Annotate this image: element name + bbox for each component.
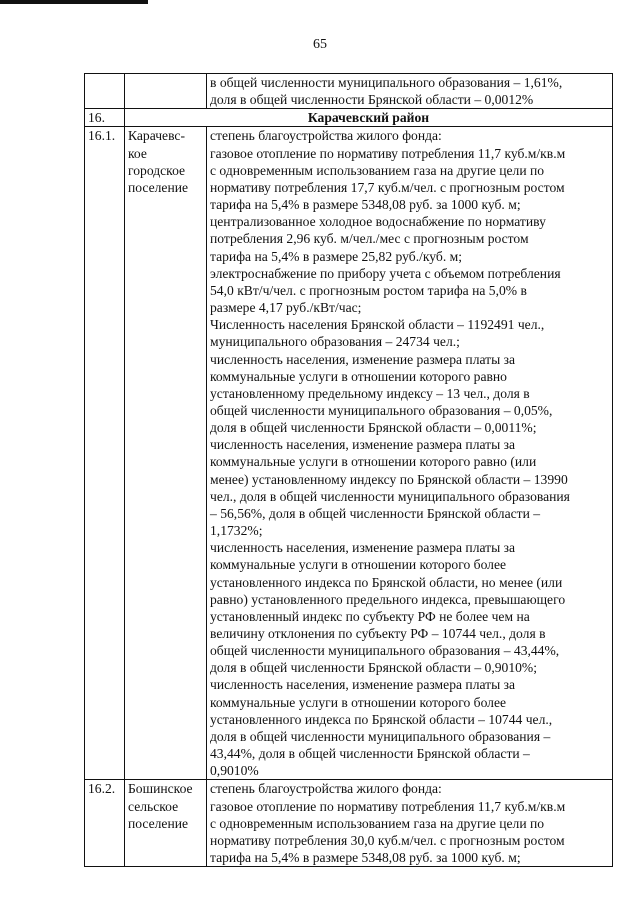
text-line: газовое отопление по нормативу потребления 11,7 куб.м/кв.м bbox=[210, 145, 566, 161]
text-line: степень благоустройства жилого фонда: bbox=[210, 781, 442, 797]
table-row-settlement bbox=[85, 127, 613, 780]
text-line: коммунальные услуги в отношении которого более bbox=[210, 557, 507, 573]
row-number-cell: 16.1. bbox=[85, 127, 125, 780]
text-line: тарифа на 5,4% в размере 5348,08 руб. за 1000 куб. м; bbox=[210, 850, 521, 866]
text-line: коммунальные услуги в отношении которого более bbox=[210, 694, 507, 710]
text-line: установленного индекса по Брянской области, но менее (или bbox=[210, 574, 563, 590]
text-line: коммунальные услуги в отношении которого равно bbox=[210, 368, 507, 384]
text-line: общей численности муниципального образования – 0,05%, bbox=[210, 402, 553, 418]
settlement-name-cell bbox=[125, 127, 207, 780]
text-line: доля в общей численности Брянской области – 0,9010%; bbox=[210, 660, 538, 676]
settlement-name-line: поселение bbox=[128, 179, 189, 195]
text-line: равно) установленного предельного индекса, превышающего bbox=[210, 591, 566, 607]
text-line: централизованное холодное водоснабжение по нормативу bbox=[210, 214, 546, 230]
text-line: 43,44%, доля в общей численности Брянской области – bbox=[210, 746, 530, 762]
settlement-name-line: Бошинское bbox=[128, 781, 193, 797]
text-line: установленному предельному индексу – 13 чел., доля в bbox=[210, 385, 530, 401]
text-line: в общей численности муниципального образования – 1,61%, bbox=[210, 75, 563, 90]
text-line: с одновременным использованием газа на другие цели по bbox=[210, 815, 545, 831]
text-line: численность населения, изменение размера платы за bbox=[210, 677, 516, 693]
row-text-cell bbox=[207, 74, 613, 109]
text-line: нормативу потребления 30,0 куб.м/чел. с прогнозным ростом bbox=[210, 832, 565, 848]
text-line: численность населения, изменение размера платы за bbox=[210, 540, 516, 556]
settlement-name-line: сельское bbox=[128, 798, 179, 814]
row-number-cell: 16.2. bbox=[85, 780, 125, 867]
text-line: потребления 2,96 куб. м/чел./мес с прогнозным ростом bbox=[210, 231, 529, 247]
text-line: тарифа на 5,4% в размере 25,82 руб./куб. м; bbox=[210, 248, 462, 264]
text-line: муниципального образования – 24734 чел.; bbox=[210, 334, 460, 350]
text-line: коммунальные услуги в отношении которого равно (или bbox=[210, 454, 537, 470]
row-text-cell bbox=[207, 127, 613, 780]
text-line: численность населения, изменение размера платы за bbox=[210, 437, 516, 453]
settlement-name-cell bbox=[125, 780, 207, 867]
text-line: установленного индекса по Брянской области – 10744 чел., bbox=[210, 711, 553, 727]
top-rule bbox=[0, 0, 148, 4]
text-line: 54,0 кВт/ч/чел. с прогнозным ростом тарифа на 5,0% в bbox=[210, 282, 527, 298]
text-line: размере 4,17 руб./кВт/час; bbox=[210, 300, 362, 316]
text-line: Численность населения Брянской области – 1192491 чел., bbox=[210, 317, 545, 333]
text-line: доля в общей численности муниципального образования – bbox=[210, 728, 551, 744]
text-line: доля в общей численности Брянской области – 0,0012% bbox=[210, 92, 534, 108]
table-row-settlement bbox=[85, 780, 613, 867]
text-line: степень благоустройства жилого фонда: bbox=[210, 128, 442, 144]
text-line: менее) установленному индексу по Брянской области – 13990 bbox=[210, 471, 568, 487]
text-line: с одновременным использованием газа на другие цели по bbox=[210, 162, 545, 178]
table-row-continuation bbox=[85, 74, 613, 109]
settlement-name-line: поселение bbox=[128, 815, 189, 831]
text-line: нормативу потребления 17,7 куб.м/чел. с прогнозным ростом bbox=[210, 179, 565, 195]
text-line: численность населения, изменение размера платы за bbox=[210, 351, 516, 367]
district-number: 16. bbox=[85, 109, 125, 127]
settlement-table bbox=[84, 73, 613, 867]
table-row-district bbox=[85, 109, 613, 127]
page-number: 65 bbox=[313, 37, 327, 52]
text-line: установленный индекс по субъекту РФ не более чем на bbox=[210, 608, 530, 624]
text-line: чел., доля в общей численности муниципального образования bbox=[210, 488, 570, 504]
text-line: тарифа на 5,4% в размере 5348,08 руб. за 1000 куб. м; bbox=[210, 197, 521, 213]
text-line: газовое отопление по нормативу потребления 11,7 куб.м/кв.м bbox=[210, 798, 566, 814]
settlement-name-line: Карачевс- bbox=[128, 128, 185, 144]
text-line: величину отклонения по субъекту РФ – 10744 чел., доля в bbox=[210, 626, 546, 641]
row-text-cell bbox=[207, 780, 613, 867]
text-line: электроснабжение по прибору учета с объемом потребления bbox=[210, 265, 561, 281]
text-line: общей численности муниципального образования – 43,44%, bbox=[210, 643, 560, 659]
text-line: 1,1732%; bbox=[210, 523, 263, 539]
district-name: Карачевский район bbox=[125, 109, 613, 127]
text-line: доля в общей численности Брянской области – 0,0011%; bbox=[210, 420, 537, 436]
text-line: 0,9010% bbox=[210, 763, 259, 779]
text-line: – 56,56%, доля в общей численности Брянской области – bbox=[210, 505, 541, 521]
settlement-name-line: городское bbox=[128, 162, 186, 178]
settlement-name-line: кое bbox=[128, 145, 147, 161]
row-name-cell bbox=[125, 74, 207, 109]
row-number-cell bbox=[85, 74, 125, 109]
